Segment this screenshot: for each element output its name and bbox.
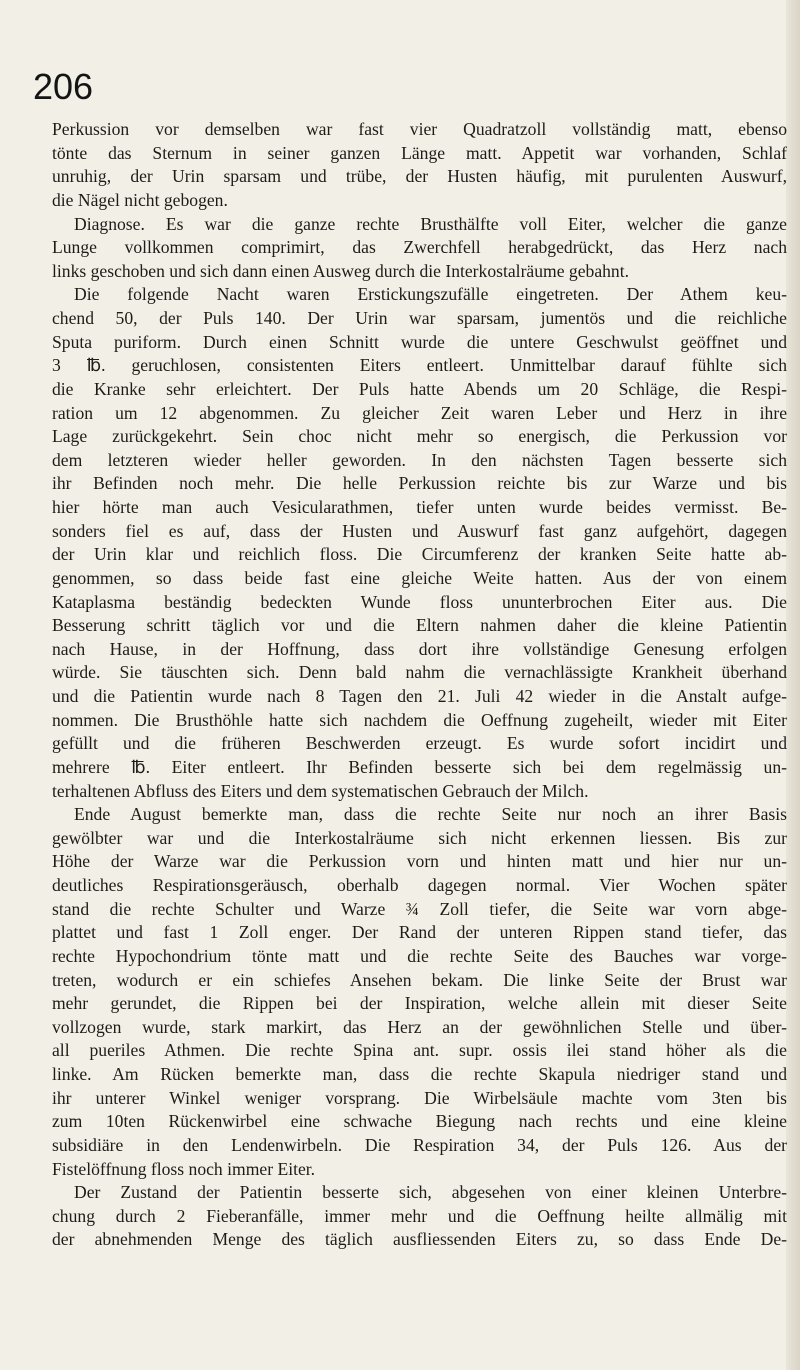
text-line: nommen. Die Brusthöhle hatte sich nachdem die Oeffnung zugeheilt, wieder mit Eiter [52,709,787,730]
text-line: zum 10ten Rückenwirbel eine schwache Biegung nach rechts und eine kleine [52,1111,787,1132]
text-line: mehr gerundet, die Rippen bei der Inspiration, welche allein mit dieser Seite [52,993,787,1014]
text-line: plattet und fast 1 Zoll enger. Der Rand der unteren Rippen stand tiefer, das [52,922,787,943]
page-edge-shadow [786,0,800,1370]
text-line: Der Zustand der Patientin besserte sich, abgesehen von einer kleinen Unterbre- [74,1182,787,1203]
text-line: ihr Befinden noch mehr. Die helle Perkussion reichte bis zur Warze und bis [52,473,787,494]
paragraph [52,803,787,1181]
text-line: chend 50, der Puls 140. Der Urin war sparsam, jumentös und die reichliche [52,308,787,328]
text-line: terhaltenen Abfluss des Eiters und dem systematischen Gebrauch der Milch. [52,780,589,801]
text-line: vollzogen wurde, stark markirt, das Herz an der gewöhnlichen Stelle und über- [52,1016,787,1037]
text-line: all pueriles Athmen. Die rechte Spina ant. supr. ossis ilei stand höher als die [52,1040,787,1061]
text-line: Lage zurückgekehrt. Sein choc nicht mehr so energisch, die Perkussion vor [52,426,787,447]
text-line: Diagnose. Es war die ganze rechte Brusthälfte voll Eiter, welcher die ganze [74,213,787,234]
text-line: nach Hause, in der Hoffnung, dass dort ihre vollständige Genesung erfolgen [52,638,787,659]
text-line: Höhe der Warze war die Perkussion vorn und hinten matt und hier nur un- [52,851,787,872]
text-line: ihr unterer Winkel weniger vorsprang. Die Wirbelsäule machte vom 3ten bis [52,1087,787,1108]
text-line: tönte das Sternum in seiner ganzen Länge matt. Appetit war vorhanden, Schlaf [52,142,787,163]
paragraph [52,283,787,803]
text-line: und die Patientin wurde nach 8 Tagen den 21. Juli 42 wieder in die Anstalt aufge- [52,686,787,706]
text-line: subsidiäre in den Lendenwirbeln. Die Respiration 34, der Puls 126. Aus der [52,1134,787,1155]
text-line: würde. Sie täuschten sich. Denn bald nahm die vernachlässigte Krankheit überhand [52,662,787,683]
paragraph [52,118,787,213]
text-line: genommen, so dass beide fast eine gleiche Weite hatten. Aus der von einem [52,567,787,588]
text-line: gewölbter war und die Interkostalräume sich nicht erkennen liessen. Bis zur [52,827,787,848]
page-number: 206 [33,66,94,107]
text-line: der Urin klar und reichlich floss. Die Circumferenz der kranken Seite hatte ab- [52,544,787,565]
paragraph [52,1181,787,1252]
text-line: chung durch 2 Fieberanfälle, immer mehr und die Oeffnung heilte allmälig mit [52,1205,787,1226]
text-line: unruhig, der Urin sparsam und trübe, der Husten häufig, mit purulenten Auswurf, [52,166,787,187]
text-line: die Nägel nicht gebogen. [52,189,228,210]
text-line: rechte Hypochondrium tönte matt und die rechte Seite des Bauches war vorge- [52,945,787,966]
text-line: mehrere ℔. Eiter entleert. Ihr Befinden besserte sich bei dem regelmässig un- [52,756,787,777]
text-line: Die folgende Nacht waren Erstickungszufälle eingetreten. Der Athem keu- [74,284,787,305]
text-line: treten, wodurch er ein schiefes Ansehen bekam. Die linke Seite der Brust war [52,969,787,990]
text-line: deutliches Respirationsgeräusch, oberhalb dagegen normal. Vier Wochen später [52,875,787,895]
text-line: Sputa puriform. Durch einen Schnitt wurde die untere Geschwulst geöffnet und [52,331,787,352]
text-line: der abnehmenden Menge des täglich ausfliessenden Eiters zu, so dass Ende De- [52,1229,787,1250]
body-text [52,118,787,1252]
text-line: die Kranke sehr erleichtert. Der Puls hatte Abends um 20 Schläge, die Respi- [52,378,787,399]
text-line: hier hörte man auch Vesicularathmen, tiefer unten wurde beides vermisst. Be- [52,497,787,517]
text-line: stand die rechte Schulter und Warze ¾ Zoll tiefer, die Seite war vorn abge- [52,898,787,919]
text-line: links geschoben und sich dann einen Ausweg durch die Interkostalräume gebahnt. [52,260,630,281]
text-line: sonders fiel es auf, dass der Husten und Auswurf fast ganz aufgehört, dagegen [52,520,787,541]
text-line: Perkussion vor demselben war fast vier Quadratzoll vollständig matt, ebenso [52,119,787,139]
text-line: Lunge vollkommen comprimirt, das Zwerchfell herabgedrückt, das Herz nach [52,237,787,258]
paragraph [52,213,787,284]
text-line: Besserung schritt täglich vor und die Eltern nahmen daher die kleine Patientin [52,615,787,636]
text-line: dem letzteren wieder heller geworden. In den nächsten Tagen besserte sich [52,449,787,470]
text-line: Kataplasma beständig bedeckten Wunde floss ununterbrochen Eiter aus. Die [52,591,787,612]
text-line: 3 ℔. geruchlosen, consistenten Eiters entleert. Unmittelbar darauf fühlte sich [52,355,787,376]
text-line: Fistelöffnung floss noch immer Eiter. [52,1158,316,1179]
text-line: linke. Am Rücken bemerkte man, dass die rechte Skapula niedriger stand und [52,1064,787,1084]
text-line: gefüllt und die früheren Beschwerden erzeugt. Es wurde sofort incidirt und [52,733,787,754]
text-line: Ende August bemerkte man, dass die rechte Seite nur noch an ihrer Basis [74,804,787,825]
text-line: ration um 12 abgenommen. Zu gleicher Zeit waren Leber und Herz in ihre [52,402,787,423]
